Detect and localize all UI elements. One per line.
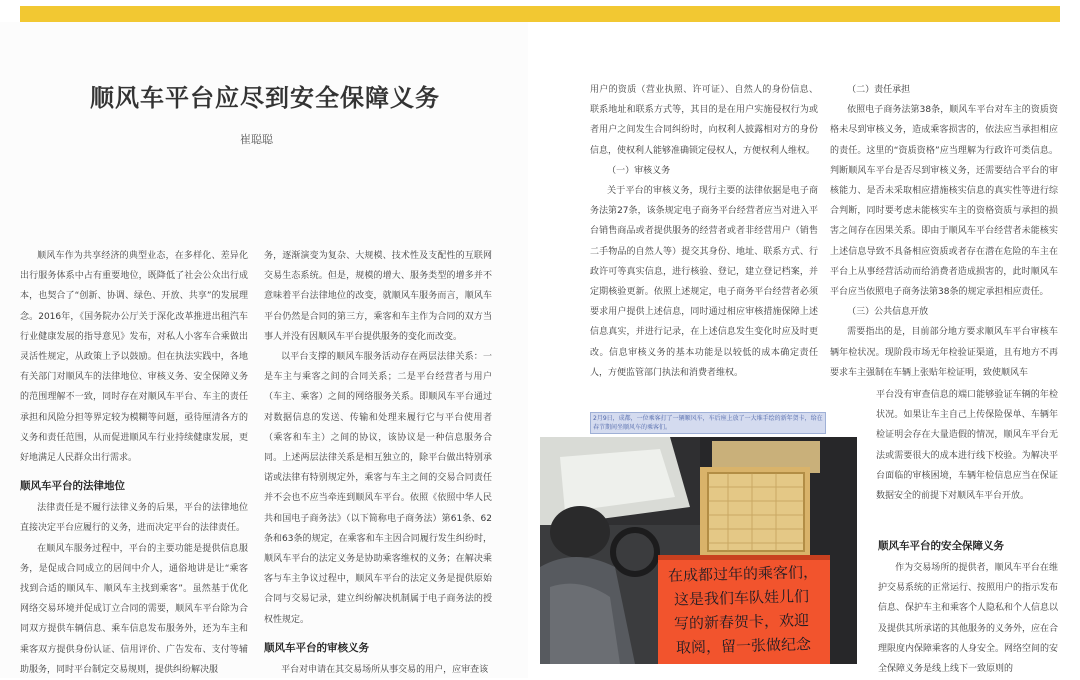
article-title: 顺风车平台应尽到安全保障义务 — [90, 84, 440, 112]
subsection-heading: （一）审核义务 — [607, 165, 671, 176]
paragraph: 平台对申请在其交易场所从事交易的用户，应审查该 — [281, 664, 489, 675]
sign-line-4: 取阅，留一张做纪念 — [675, 635, 812, 657]
section-heading: 顺风车平台的安全保障义务 — [878, 540, 1004, 552]
handwritten-sign — [662, 557, 825, 661]
paragraph: 顺风车作为共享经济的典型业态，在多样化、差异化出行服务体系中占有重要地位，既降低了社会公众出行成本，也契合了“创新、协调、绿色、开放、共享”的发展理念。2016年，《国务院办公厅关于深化改革推进出租汽车行业健康发展的指导意见》发布，对私人小客车合乘做出灵活性规定，从政策上予以鼓励。但在执法实践中，各地有关部门对顺风车的法律地位、审核义务、安全保障义务的范围理解不一致，同时存在对顺风车平台、车主的责任承担和风险分担等界定较为模糊等问题，亟待厘清各方的义务和责任范围，从而促进顺风车行业持续健康发展，更好地满足人民群众出行需求。 — [20, 251, 248, 464]
paragraph: 需要指出的是，目前部分地方要求顺风车平台审核车辆年检状况。现阶段市场无年检验证渠道，且有地方不再要求车主强制在车辆上张贴年检证明，致使顺风车 — [830, 327, 1058, 378]
sign-line-2: 这是我们车队娃儿们 — [673, 587, 810, 609]
paragraph: 在顺风车服务过程中，平台的主要功能是提供信息服务，是促成合同成立的居间中介人，通俗地讲是让“乘客找到合适的顺风车、顺风车主找到乘客”。虽然基于优化网络交易环境并促成订立合同的需要，顺风车平台除为合同双方提供车辆信息、乘车信息发布服务外，还为车主和乘客双方提供身份认证、信用评价、广告发布、支付等辅助服务，同时平台制定交易规则，提供纠纷解决服 — [20, 543, 248, 675]
sign-line-1: 在成都过年的乘客们， — [667, 563, 819, 585]
paragraph: 以平台支撑的顺风车服务活动存在两层法律关系：一是车主与乘客之间的合同关系；二是平台经营者与用户（车主、乘客）之间的网络服务关系。即顺风车平台通过对数据信息的发送、传输和处理来履行它与平台使用者（乘客和车主）之间的协议，该协议是一种信息服务合同。上述两层法律关系是相互独立的，除平台做出特别承诺或法律有特别规定外，乘客与车主之间的交易合同责任并不会也不应当牵连到顺风车平台。依照《依照中华人民共和国电子商务法》（以下简称电子商务法）第61条、62条和63条的规定，在乘客和车主因合同履行发生纠纷时，顺风车平台的法定义务是协助乘客维权的义务；在解决乘客与车主争议过程中，顺风车平台的法定义务是提供原始合同与交易记录，建立纠纷解决机制属于电子商务法的授权性规定。 — [264, 352, 492, 625]
column-2 — [264, 246, 492, 680]
photo-caption: 2月9日，成都，一位乘客打了一辆顺风车，车后座上放了一大堆手绘的新年贺卡，给在春节期间坐顺风车的乘客们。 — [590, 412, 826, 434]
column-3 — [590, 80, 818, 383]
column-6 — [878, 536, 1058, 679]
column-4 — [830, 80, 1058, 383]
paragraph: 用户的资质（营业执照、许可证）、自然人的身份信息、联系地址和联系方式等，其目的是在用户实施侵权行为或者用户之间发生合同纠纷时，向权利人披露相对方的身份信息，使权利人能够准确锁定侵权人，方便权利人维权。 — [590, 85, 818, 156]
article-photo — [540, 437, 857, 664]
section-heading: 顺风车平台的法律地位 — [20, 480, 125, 493]
paragraph: 务，逐渐演变为复杂、大规模、技术性及支配性的互联网交易生态系统。但是，规模的增大、服务类型的增多并不意味着平台法律地位的改变，就顺风车服务而言，顺风车平台仍然是合同的第三方，乘客和车主作为合同的双方当事人并没有因顺风车平台提供服务的变化而改变。 — [264, 251, 492, 342]
article-author: 崔聪聪 — [240, 133, 273, 146]
subsection-heading: （二）责任承担 — [847, 85, 911, 95]
top-accent-bar — [20, 6, 1060, 22]
paragraph: 平台没有审查信息的端口能够验证车辆的年检状况。如果让车主自己上传保险保单、车辆年检证明会存在大量造假的情况，顺风车平台无法或需要很大的成本进行线下校验。为解决平台面临的审核困境，车辆年检信息应当在保证数据安全的前提下对顺风车平台开放。 — [876, 390, 1058, 502]
section-heading: 顺风车平台的审核义务 — [264, 641, 369, 654]
paragraph: 关于平台的审核义务，现行主要的法律依据是电子商务法第27条，该条规定电子商务平台经营者应当对进入平台销售商品或者提供服务的经营者或者非经营用户（销售二手物品的自然人等）提交其身份、地址、联系方式、行政许可等真实信息，进行核验、登记，建立登记档案，并定期核验更新。依照上述规定，电子商务平台经营者必须要求用户提供上述信息，同时通过相应审核措施保障上述信息真实，并进行记录，在上述信息发生变化时应及时更改。信息审核义务的基本功能是以较低的成本确定责任人，方便监管部门执法和消费者维权。 — [590, 186, 818, 378]
paragraph: 作为交易场所的提供者，顺风车平台在维护交易系统的正常运行、按照用户的指示发布信息、保护车主和乘客个人隐私和个人信息以及提供其所承诺的其他服务的义务外，应在合理限度内保障乘客的人身安全。网络空间的安全保障义务是线上线下一致原则的 — [878, 563, 1059, 675]
column-1 — [20, 246, 248, 680]
subsection-heading: （三）公共信息开放 — [847, 307, 929, 318]
paragraph: 法律责任是不履行法律义务的后果，平台的法律地位直接决定平台应履行的义务，进而决定平台的法律责任。 — [20, 503, 248, 534]
column-5 — [876, 385, 1058, 506]
sign-line-3: 写的新春贺卡，欢迎 — [673, 611, 810, 633]
paragraph: 依照电子商务法第38条，顺风车平台对车主的资质资格未尽到审核义务，造成乘客损害的，依法应当承担相应的责任。这里的“资质资格”应当理解为行政许可类信息。判断顺风车平台是否尽到审核义务，还需要结合平台的审核能力、是否未采取相应措施核实信息的真实性等进行综合判断，同时要考虑未能核实车主的资格资质与承担的损害之间存在因果关系。即由于顺风车平台经营者未能核实上述信息导致不具备相应资质或者存在潜在危险的车主在平台上从事经营活动而给消费者造成损害的，此时顺风车平台应当依照电子商务法第38条的规定承担相应责任。 — [830, 105, 1058, 298]
